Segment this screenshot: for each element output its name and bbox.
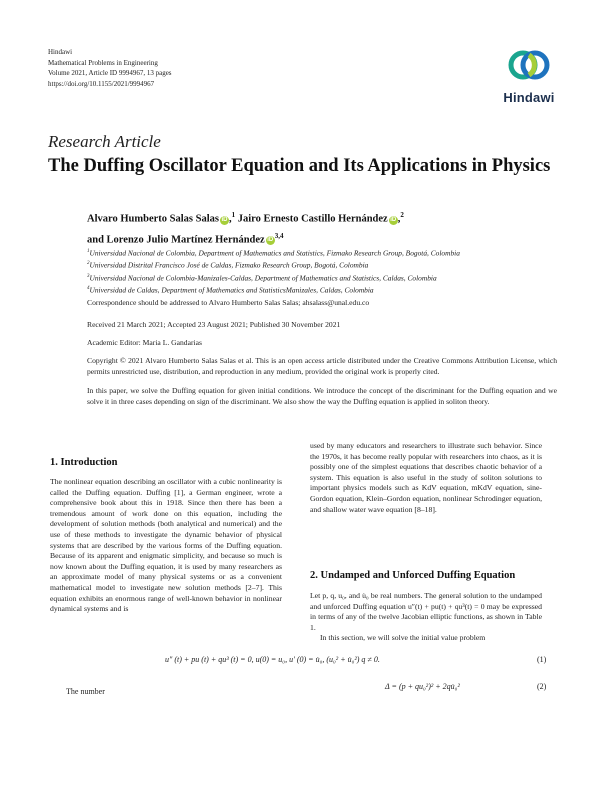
hindawi-logo-text: Hindawi [503,90,555,105]
affiliation-line: $^2$Universidad Distrital Francisco José de Caldas, Fizmako Research Group, Bogotá, Colombia [87,260,369,270]
correspondence-note: Correspondence should be addressed to Alvaro Humberto Salas Salas; ahsalass@unal.edu.co [87,298,370,307]
paragraph: The nonlinear equation describing an oscillator with a cubic nonlinearity is called the Duffing equation. Duffing [1], a German engineer, wrote a comprehensive book about this in 1918. Since then there has been a tremendous amount of work done on this equation, including the development of solution methods (both analytical and numerical) and the use of these methods to investigate the dynamic behavior of physical systems that are described by the various forms of the Duffing equation. Because of its apparent and enigmatic simplicity, and because so much is now known about the Duffing equation, it is used by many researchers as an approximate model of many physical systems or as a convenient mathematical model to investigate new solution methods [2–7]. This equation exhibits an enormous range of well-known behavior in nonlinear dynamical systems and is [50,477,282,614]
copyright-notice: Copyright © 2021 Alvaro Humberto Salas Salas et al. This is an open access article distributed under the Creative Commons Attribution License, which permits unrestricted use, distribution, and reproduction in any medium, provided the original work is properly cited. [87,356,557,376]
section-heading-duffing: 2. Undamped and Unforced Duffing Equation [310,570,516,581]
journal-name: Mathematical Problems in Engineering [48,58,158,67]
hindawi-logo-icon [506,42,552,88]
affiliation-line: $^4$Universidad de Caldas, Department of Mathematics and StatisticsManizales, Caldas, Colombia [87,285,374,295]
orcid-icon[interactable]: iD [267,237,274,243]
hindawi-logo [498,42,560,108]
affiliation-line: $^1$Universidad Nacional de Colombia, Department of Mathematics and Statistics, Fizmako Research Group, Bogotá, Colombia [87,248,460,258]
academic-editor: Academic Editor: Maria L. Gandarias [87,338,202,347]
affiliation-line: $^3$Universidad Nacional de Colombia-Manizales-Caldas, Department of Mathematics and Statistics, Caldas, Colombia [87,273,437,283]
equation-1: u″ (t) + pu (t) + qu³ (t) = 0, u(0) = u₀, u′ (0) = u̇₀, (u₀² + u̇₀²) q ≠ 0. [165,655,380,664]
author-name[interactable]: Jairo Ernesto Castillo Hernández [237,213,388,225]
section-heading-introduction: 1. Introduction [50,457,118,468]
journal-info [48,47,308,89]
author-affiliation-mark: 2 [400,211,404,219]
equation-2: Δ = (p + qu₀²)² + 2qu̇₀² [385,682,460,691]
author-affiliation-mark: 3,4 [274,231,284,240]
orcid-icon[interactable]: iD [390,216,397,223]
author-affiliation-mark: 1 [231,211,236,219]
abstract: In this paper, we solve the Duffing equation for given initial conditions. We introduce the concept of the discriminant for the Duffing equation and we solve it in three cases depending on sign of the discriminant. We also show the way the Duffing equation is applied in soliton theory. [87,386,557,406]
author-name[interactable]: and Lorenzo Julio Martínez Hernández [87,234,265,245]
author-list: Alvaro Humberto Salas Salas iD ,$^1$ Jairo Ernesto Castillo Hernández iD ,$^2$ and Lorenzo Julio Martínez Hernández iD$^{3,4}$ [87,211,404,245]
paragraph: In this section, we will solve the initial value problem [320,633,486,643]
article-type: Research Article [48,132,161,151]
doi-link[interactable]: https://doi.org/10.1155/2021/9994967 [48,79,155,88]
equation-number: (2) [537,682,547,691]
introduction-body [50,477,282,615]
paragraph: Let p, q, u₀, and u̇₀ be real numbers. The general solution to the undamped and unforced Duffing equation u″(t) + pu(t) + qu³(t) = 0 may be expressed in terms of any of the twelve Jacobian elliptic functions, as shown in Table 1. [310,591,542,632]
paragraph: used by many educators and researchers to illustrate such behavior. Since the 1970s, it has become really popular with researchers into chaos, as it is possibly one of the simplest equations that describes chaotic behavior of a system. This equation is also useful in the study of soliton solutions to important physics models such as KdV equation, mKdV equation, sine-Gordon equation, Klein–Gordon equation, nonlinear Schrodinger equation, and shallow water wave equation [8–18]. [310,441,542,514]
publication-dates: Received 21 March 2021; Accepted 23 August 2021; Published 30 November 2021 [87,320,341,329]
section2-body [310,591,542,644]
affiliations [87,246,557,296]
equation-number: (1) [537,655,547,664]
article-title: The Duffing Oscillator Equation and Its Applications in Physics [48,156,551,176]
publisher-name: Hindawi [48,48,73,56]
introduction-continued [310,441,542,515]
author-name[interactable]: Alvaro Humberto Salas Salas [87,213,219,225]
volume-line: Volume 2021, Article ID 9994967, 13 pages [48,69,172,77]
orcid-icon[interactable]: iD [221,216,228,223]
paragraph-fragment: The number [66,687,105,696]
